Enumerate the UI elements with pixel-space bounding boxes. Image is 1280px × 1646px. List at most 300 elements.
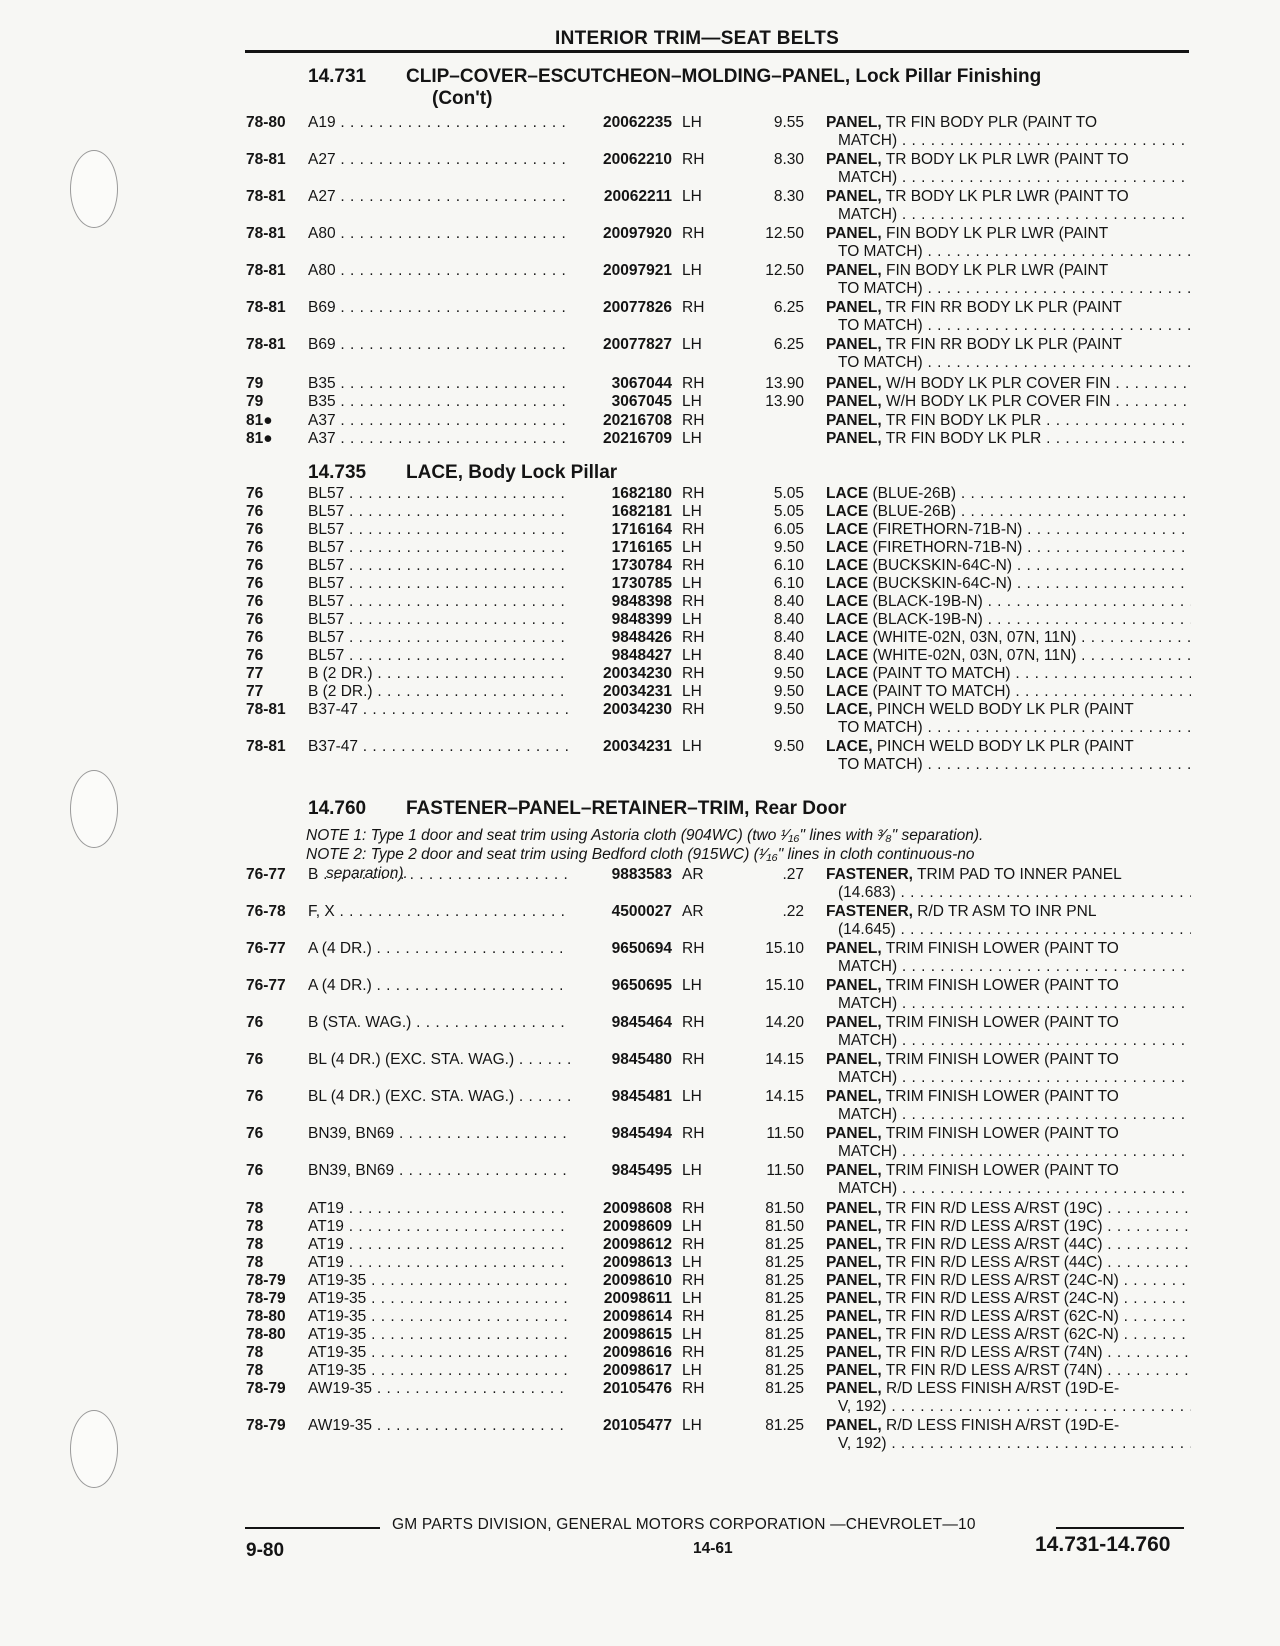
parts-row [0,393,1280,412]
row-description-line-1 [826,412,1191,430]
row-side: RH [682,521,705,538]
row-side: LH [682,575,702,592]
row-price: 6.10 [773,575,804,592]
parts-row [0,539,1280,558]
row-description-text: (BUCKSKIN-64C-N) [872,575,1013,592]
footer-date: 9-80 [246,1540,285,1561]
row-description-line-1 [826,1362,1191,1380]
row-keyword: PANEL, [826,375,882,392]
row-description [826,151,1191,187]
row-description-text: PINCH WELD BODY LK PLR (PAINT [876,701,1134,718]
parts-row [0,701,1280,739]
row-year: 79 [246,375,264,392]
row-side: LH [682,336,702,353]
row-description-line-1 [826,1326,1191,1344]
row-side: RH [682,1308,705,1325]
row-side: LH [682,503,702,520]
row-description-line-1 [826,1051,1191,1069]
row-model: AT19-35 . . . [308,1362,570,1380]
row-description-line-1 [826,647,1191,665]
row-description-line-1 [826,225,1191,243]
parts-row [0,1236,1280,1255]
row-part-number: 1730785 [611,575,672,592]
row-description-text: TR FIN R/D LESS A/RST (62C-N) [885,1326,1119,1343]
row-model: A (4 DR.) . . . [308,977,570,995]
row-model: A80 . . . [308,262,570,280]
row-price: 9.50 [773,539,804,556]
row-year: 76 [246,539,264,556]
page-header-title: INTERIOR TRIM—SEAT BELTS [555,28,840,49]
row-part-number: 20105477 [603,1417,672,1434]
note-2-continued: separation). [326,865,408,882]
parts-row [0,1272,1280,1291]
row-model: BL57 . . . [308,575,570,593]
row-side: RH [682,1236,705,1253]
row-description [826,393,1191,411]
row-model: B69 . . . [308,299,570,317]
row-description-text: TR BODY LK PLR LWR (PAINT TO [885,151,1129,168]
row-description [826,611,1191,629]
row-part-number: 9848427 [611,647,672,664]
row-description [826,521,1191,539]
footer-rule-left [245,1527,380,1529]
row-description-text: TR FIN R/D LESS A/RST (19C) [885,1218,1103,1235]
row-description-text: TR FIN R/D LESS A/RST (74N) [885,1362,1103,1379]
parts-row [0,151,1280,189]
row-keyword: LACE, [826,738,873,755]
header-rule [245,50,1189,53]
row-year: 81● [246,412,273,429]
row-price: 13.90 [765,375,804,392]
row-description-line-1 [826,1272,1191,1290]
parts-row [0,1308,1280,1327]
row-description-text: R/D LESS FINISH A/RST (19D-E- [886,1417,1120,1434]
row-side: LH [682,1218,702,1235]
row-description-text: TR FIN R/D LESS A/RST (19C) [885,1200,1103,1217]
row-description-line-2: TO MATCH) . . . [826,243,1191,261]
row-description-line-1 [826,1344,1191,1362]
row-year: 76 [246,1162,264,1179]
row-model: B37-47 . . . [308,738,570,756]
row-part-number: 20062211 [603,188,672,205]
parts-row [0,485,1280,504]
footer-publisher: GM PARTS DIVISION, GENERAL MOTORS CORPORATION —CHEVROLET—10 [392,1516,976,1533]
row-part-number: 20097920 [603,225,672,242]
parts-row [0,503,1280,522]
row-description-line-1 [826,977,1191,995]
row-side: LH [682,647,702,664]
row-keyword: PANEL, [826,1272,882,1289]
row-side: RH [682,629,705,646]
row-year: 76 [246,593,264,610]
row-price: 81.25 [765,1236,804,1253]
row-description-line-1 [826,299,1191,317]
parts-row [0,665,1280,684]
row-model: BL57 . . . [308,485,570,503]
row-keyword: LACE [826,593,869,610]
row-side: RH [682,665,705,682]
row-description [826,1200,1191,1218]
parts-row [0,114,1280,152]
row-description [826,114,1191,150]
row-part-number: 9848426 [611,629,672,646]
parts-row [0,977,1280,1015]
row-description-line-1 [826,336,1191,354]
row-description-text: FIN BODY LK PLR LWR (PAINT [886,225,1109,242]
row-model: B69 . . . [308,336,570,354]
row-year: 78 [246,1344,264,1361]
row-price: .27 [782,866,804,883]
parts-row [0,1200,1280,1219]
row-price: 14.20 [765,1014,804,1031]
section-title: CLIP–COVER–ESCUTCHEON–MOLDING–PANEL, Lock Pillar Finishing [406,66,1042,87]
row-year: 76-78 [246,903,286,920]
parts-row [0,866,1280,904]
row-description [826,665,1191,683]
row-part-number: 4500027 [611,903,672,920]
row-description-text: TRIM FINISH LOWER (PAINT TO [885,940,1119,957]
row-description [826,1254,1191,1272]
row-keyword: PANEL, [826,1162,882,1179]
row-description-line-1 [826,1380,1191,1398]
row-description-line-1 [826,485,1191,503]
row-description [826,647,1191,665]
row-side: LH [682,738,702,755]
row-side: AR [682,866,704,883]
row-description-text: TR FIN R/D LESS A/RST (74N) [885,1344,1103,1361]
row-price: 81.25 [765,1362,804,1379]
parts-row [0,903,1280,941]
row-side: RH [682,485,705,502]
section-number: 14.735 [308,462,367,483]
row-side: RH [682,1380,705,1397]
row-description-line-1 [826,1236,1191,1254]
row-description-line-2: TO MATCH) . . . [826,354,1191,372]
row-side: RH [682,701,705,718]
row-keyword: PANEL, [826,1308,882,1325]
row-keyword: PANEL, [826,1051,882,1068]
row-model: B (2 DR.) . . . [308,665,570,683]
row-year: 77 [246,683,264,700]
row-part-number: 20098615 [603,1326,672,1343]
row-keyword: PANEL, [826,1014,882,1031]
row-description-line-1 [826,1088,1191,1106]
row-year: 78-81 [246,225,286,242]
row-description [826,430,1191,448]
row-description-line-1 [826,940,1191,958]
row-side: RH [682,412,705,429]
row-description [826,701,1191,737]
row-model: B37-47 . . . [308,701,570,719]
row-part-number: 20034230 [603,665,672,682]
row-keyword: PANEL, [826,151,882,168]
row-keyword: PANEL, [826,393,882,410]
row-year: 81● [246,430,273,447]
row-side: LH [682,1162,702,1179]
parts-row [0,738,1280,776]
row-keyword: PANEL, [826,412,882,429]
row-description [826,1272,1191,1290]
row-part-number: 20062210 [603,151,672,168]
row-description-line-2: MATCH) . . . [826,1180,1191,1198]
row-description-line-1 [826,430,1191,448]
row-description [826,866,1191,902]
row-part-number: 20098612 [603,1236,672,1253]
row-description-text: R/D TR ASM TO INR PNL [917,903,1097,920]
row-description-line-2: MATCH) . . . [826,1032,1191,1050]
row-year: 76 [246,1014,264,1031]
row-description [826,1344,1191,1362]
row-description-line-2: V, 192) . . . [826,1398,1191,1416]
parts-row [0,1380,1280,1418]
row-model: AT19 . . . [308,1254,570,1272]
row-keyword: PANEL, [826,1380,882,1397]
row-year: 78-80 [246,114,286,131]
row-part-number: 1730784 [611,557,672,574]
row-description-text: W/H BODY LK PLR COVER FIN [886,393,1111,410]
row-part-number: 20034231 [603,738,672,755]
parts-row [0,1051,1280,1089]
row-year: 76 [246,503,264,520]
row-description-line-1 [826,1162,1191,1180]
row-part-number: 20105476 [603,1380,672,1397]
row-year: 78-81 [246,262,286,279]
row-description [826,575,1191,593]
row-description-line-1 [826,1014,1191,1032]
row-keyword: PANEL, [826,262,882,279]
row-part-number: 20034231 [603,683,672,700]
row-part-number: 20216708 [603,412,672,429]
row-side: LH [682,1254,702,1271]
row-description-text: TR FIN BODY LK PLR [885,412,1042,429]
row-side: LH [682,1088,702,1105]
row-description [826,262,1191,298]
row-model: AW19-35 . . . [308,1417,570,1435]
row-description-line-1 [826,738,1191,756]
section-number: 14.760 [308,798,367,819]
row-keyword: PANEL, [826,1344,882,1361]
row-description [826,977,1191,1013]
row-side: LH [682,1362,702,1379]
row-part-number: 9650694 [611,940,672,957]
row-description [826,1051,1191,1087]
row-part-number: 20098617 [603,1362,672,1379]
row-keyword: PANEL, [826,336,882,353]
parts-row [0,1125,1280,1163]
row-side: LH [682,977,702,994]
parts-row [0,262,1280,300]
row-model: BL57 . . . [308,593,570,611]
row-year: 78-79 [246,1380,286,1397]
row-keyword: PANEL, [826,1236,882,1253]
row-year: 78 [246,1200,264,1217]
row-year: 78-79 [246,1417,286,1434]
row-description-line-1 [826,629,1191,647]
row-part-number: 20062235 [603,114,672,131]
row-side: RH [682,1272,705,1289]
row-part-number: 9845495 [611,1162,672,1179]
row-model: A19 . . . [308,114,570,132]
row-description-text: PINCH WELD BODY LK PLR (PAINT [876,738,1134,755]
row-side: RH [682,940,705,957]
row-description-text: FIN BODY LK PLR LWR (PAINT [886,262,1109,279]
parts-row [0,593,1280,612]
row-price: 81.25 [765,1380,804,1397]
row-description-line-2: (14.683) . . . [826,884,1191,902]
row-description-line-1 [826,701,1191,719]
row-description-text: TRIM FINISH LOWER (PAINT TO [885,1088,1119,1105]
row-price: 9.50 [773,738,804,755]
row-description [826,738,1191,774]
row-description-line-2: MATCH) . . . [826,995,1191,1013]
row-description-text: TRIM FINISH LOWER (PAINT TO [885,1051,1119,1068]
row-description [826,1362,1191,1380]
row-part-number: 1682180 [611,485,672,502]
row-price: 5.05 [773,503,804,520]
row-description-line-1 [826,114,1191,132]
row-price: 81.25 [765,1290,804,1307]
row-model: BL (4 DR.) (EXC. STA. WAG.) . . . [308,1051,570,1069]
row-part-number: 9848398 [611,593,672,610]
row-price: 81.25 [765,1272,804,1289]
row-keyword: PANEL, [826,188,882,205]
row-keyword: PANEL, [826,1218,882,1235]
row-description [826,412,1191,430]
row-keyword: PANEL, [826,940,882,957]
row-side: LH [682,262,702,279]
row-description-line-1 [826,903,1191,921]
note-1: NOTE 1: Type 1 door and seat trim using Astoria cloth (904WC) (two ¹⁄₁₆" lines with ³⁄₈" separation). [306,827,984,844]
row-price: 81.25 [765,1308,804,1325]
row-model: BN39, BN69 . . . [308,1162,570,1180]
row-part-number: 20034230 [603,701,672,718]
row-description-text: R/D LESS FINISH A/RST (19D-E- [886,1380,1120,1397]
footer-rule-right [1056,1527,1184,1529]
row-description-line-2: MATCH) . . . [826,1069,1191,1087]
row-model: AT19-35 . . . [308,1326,570,1344]
row-description-line-2: MATCH) . . . [826,1106,1191,1124]
row-keyword: PANEL, [826,1125,882,1142]
row-description-line-2: TO MATCH) . . . [826,280,1191,298]
row-year: 76-77 [246,940,286,957]
row-description-text: TR FIN R/D LESS A/RST (24C-N) [885,1290,1119,1307]
row-model: BL57 . . . [308,629,570,647]
parts-row [0,336,1280,374]
row-year: 78-81 [246,151,286,168]
row-price: 9.50 [773,701,804,718]
parts-row [0,430,1280,449]
row-price: 81.25 [765,1254,804,1271]
row-keyword: PANEL, [826,225,882,242]
row-description-line-1 [826,539,1191,557]
row-year: 78-81 [246,701,286,718]
row-description-line-2: V, 192) . . . [826,1435,1191,1453]
row-part-number: 9845464 [611,1014,672,1031]
row-part-number: 20216709 [603,430,672,447]
section-title: FASTENER–PANEL–RETAINER–TRIM, Rear Door [406,798,847,819]
row-description-line-1 [826,557,1191,575]
row-part-number: 20098610 [603,1272,672,1289]
row-year: 78-80 [246,1326,286,1343]
row-year: 76-77 [246,866,286,883]
row-keyword: LACE [826,557,869,574]
row-keyword: PANEL, [826,114,882,131]
row-keyword: PANEL, [826,299,882,316]
row-part-number: 20077826 [603,299,672,316]
row-price: 8.40 [773,593,804,610]
row-keyword: PANEL, [826,1088,882,1105]
row-keyword: PANEL, [826,1200,882,1217]
row-model: BL (4 DR.) (EXC. STA. WAG.) . . . [308,1088,570,1106]
row-model: BL57 . . . [308,503,570,521]
row-description [826,1162,1191,1198]
row-description-line-1 [826,866,1191,884]
row-description-line-1 [826,1290,1191,1308]
row-side: AR [682,903,704,920]
row-description-text: TR FIN BODY LK PLR [885,430,1042,447]
row-side: LH [682,1417,702,1434]
row-part-number: 20098614 [603,1308,672,1325]
row-description-line-1 [826,593,1191,611]
row-description-text: TRIM FINISH LOWER (PAINT TO [885,977,1119,994]
row-model: AT19-35 . . . [308,1290,570,1308]
row-part-number: 1716165 [611,539,672,556]
row-side: RH [682,299,705,316]
parts-row [0,1344,1280,1363]
row-part-number: 20098613 [603,1254,672,1271]
parts-row [0,412,1280,431]
row-side: LH [682,430,702,447]
row-model: AT19 . . . [308,1236,570,1254]
row-description-line-1 [826,151,1191,169]
row-keyword: LACE [826,521,869,538]
row-part-number: 3067044 [611,375,672,392]
row-description-line-2: MATCH) . . . [826,1143,1191,1161]
row-model: B35 . . . [308,375,570,393]
parts-row [0,647,1280,666]
row-price: 6.25 [773,336,804,353]
row-description [826,485,1191,503]
row-model: B (2 DR.) . . . [308,683,570,701]
row-description-line-1 [826,503,1191,521]
row-price: 14.15 [765,1088,804,1105]
row-description-line-2: (14.645) . . . [826,921,1191,939]
row-side: RH [682,1200,705,1217]
row-year: 76 [246,485,264,502]
row-description-text: (BLACK-19B-N) [872,611,983,628]
row-description-text: TR FIN BODY PLR (PAINT TO [885,114,1098,131]
row-year: 76 [246,557,264,574]
parts-row [0,940,1280,978]
row-year: 76 [246,575,264,592]
row-description [826,557,1191,575]
row-model: BL57 . . . [308,647,570,665]
row-side: LH [682,188,702,205]
row-description-text: (BLACK-19B-N) [872,593,983,610]
row-keyword: LACE [826,611,869,628]
parts-row [0,575,1280,594]
row-side: LH [682,683,702,700]
row-side: LH [682,539,702,556]
row-description-line-1 [826,521,1191,539]
row-price: 12.50 [765,225,804,242]
parts-row [0,1014,1280,1052]
row-description-text: (PAINT TO MATCH) [872,683,1011,700]
row-price: 6.05 [773,521,804,538]
row-model: AT19-35 . . . [308,1272,570,1290]
row-keyword: LACE [826,665,869,682]
row-description-text: TR FIN R/D LESS A/RST (24C-N) [885,1272,1119,1289]
